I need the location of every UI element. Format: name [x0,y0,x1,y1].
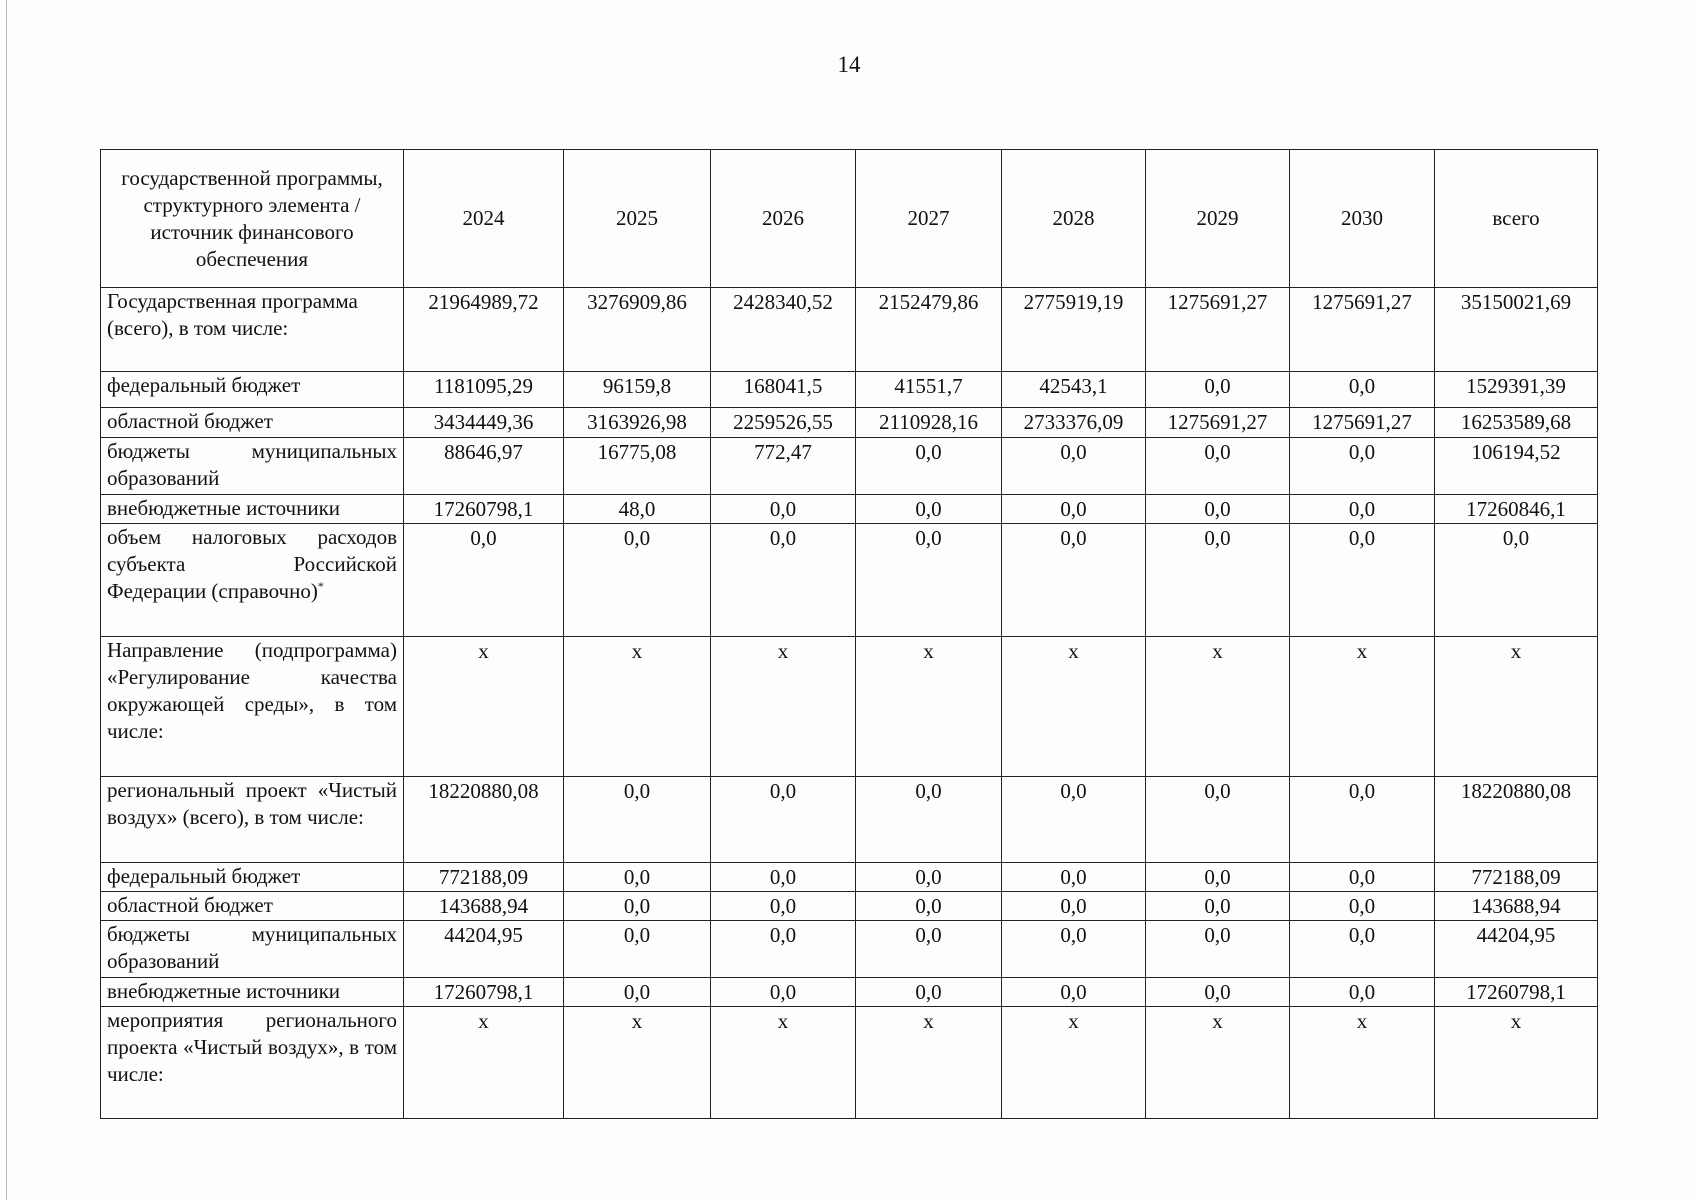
row-label-text: объем налоговых расходов субъекта Российской Федерации (справочно) [107,525,397,603]
row-value-cell: 0,0 [564,777,711,863]
row-value-cell: х [856,637,1002,777]
row-label-cell [101,921,404,978]
row-value-cell: х [404,1007,564,1119]
row-value-cell: 0,0 [1002,892,1146,921]
row-label-text: областной бюджет [107,409,273,433]
row-label-text: областной бюджет [107,893,273,917]
row-label-cell [101,372,404,408]
table-row [101,372,1598,408]
row-value-cell: 1181095,29 [404,372,564,408]
row-label-cell [101,438,404,495]
row-label-text: бюджеты муниципальных образований [107,922,397,973]
row-value-cell: х [1146,637,1290,777]
scan-edge-line [6,0,7,1200]
row-value-cell: 0,0 [1146,777,1290,863]
row-total-cell: 143688,94 [1435,892,1598,921]
table-row [101,637,1598,777]
row-value-cell: х [1002,637,1146,777]
row-total-cell: 44204,95 [1435,921,1598,978]
row-label-text: мероприятия регионального проекта «Чистый воздух», в том числе: [107,1008,397,1086]
table-row [101,921,1598,978]
row-value-cell: 0,0 [1146,921,1290,978]
row-value-cell: 0,0 [564,524,711,637]
row-value-cell: 0,0 [564,892,711,921]
row-label-cell [101,777,404,863]
row-value-cell: 2110928,16 [856,408,1002,438]
row-value-cell: 0,0 [1290,892,1435,921]
row-value-cell: х [564,1007,711,1119]
table-row [101,408,1598,438]
row-value-cell: 88646,97 [404,438,564,495]
page-number: 14 [837,52,861,77]
row-value-cell: 143688,94 [404,892,564,921]
row-value-cell: 2775919,19 [1002,288,1146,372]
row-value-cell: 772188,09 [404,863,564,892]
header-year-cell: 2024 [404,150,564,288]
row-value-cell: 0,0 [1146,524,1290,637]
row-value-cell: 18220880,08 [404,777,564,863]
row-value-cell: 17260798,1 [404,495,564,524]
row-label-text: федеральный бюджет [107,373,301,397]
row-value-cell: х [856,1007,1002,1119]
row-value-cell: 0,0 [856,978,1002,1007]
row-value-cell: 0,0 [1290,524,1435,637]
row-label-cell [101,408,404,438]
row-value-cell: х [711,637,856,777]
row-value-cell: 21964989,72 [404,288,564,372]
row-value-cell: 1275691,27 [1290,288,1435,372]
row-value-cell: 0,0 [564,863,711,892]
row-value-cell: 0,0 [711,863,856,892]
row-value-cell: х [564,637,711,777]
table-row [101,1007,1598,1119]
row-value-cell: 0,0 [711,524,856,637]
row-value-cell: 0,0 [1290,921,1435,978]
row-total-cell: 18220880,08 [1435,777,1598,863]
row-value-cell: 0,0 [1002,524,1146,637]
row-value-cell: х [1002,1007,1146,1119]
row-value-cell: 0,0 [1146,863,1290,892]
header-year-cell: 2025 [564,150,711,288]
row-value-cell: 0,0 [1146,372,1290,408]
row-value-cell: 0,0 [1146,438,1290,495]
row-value-cell: 0,0 [1290,863,1435,892]
row-value-cell: 1275691,27 [1146,288,1290,372]
row-label-text: федеральный бюджет [107,864,301,888]
row-value-cell: 44204,95 [404,921,564,978]
row-value-cell: 0,0 [1002,438,1146,495]
row-label-cell [101,637,404,777]
row-value-cell: 0,0 [564,921,711,978]
row-value-cell: 0,0 [711,495,856,524]
row-value-cell: 0,0 [1146,978,1290,1007]
row-total-cell: 17260798,1 [1435,978,1598,1007]
row-value-cell: 0,0 [1290,372,1435,408]
table-row [101,777,1598,863]
table-row [101,524,1598,637]
row-value-cell: х [404,637,564,777]
row-value-cell: х [711,1007,856,1119]
footnote-marker: * [317,579,324,593]
row-value-cell: 0,0 [1002,978,1146,1007]
row-value-cell: 2152479,86 [856,288,1002,372]
row-value-cell: 41551,7 [856,372,1002,408]
row-value-cell: 772,47 [711,438,856,495]
row-total-cell: 0,0 [1435,524,1598,637]
header-year-cell: 2028 [1002,150,1146,288]
header-year-cell: 2030 [1290,150,1435,288]
row-value-cell: 0,0 [404,524,564,637]
row-label-cell [101,892,404,921]
row-value-cell: 1275691,27 [1290,408,1435,438]
table-body [101,150,1598,1119]
header-year-cell: 2026 [711,150,856,288]
row-value-cell: 17260798,1 [404,978,564,1007]
table-row [101,892,1598,921]
row-value-cell: 96159,8 [564,372,711,408]
row-total-cell: 16253589,68 [1435,408,1598,438]
row-value-cell: 2733376,09 [1002,408,1146,438]
row-value-cell: 0,0 [856,495,1002,524]
row-label-text: Направление (подпрограмма) «Регулирование качества окружающей среды», в том числе: [107,638,397,743]
row-value-cell: 3163926,98 [564,408,711,438]
table-row [101,288,1598,372]
row-value-cell: 0,0 [856,524,1002,637]
row-total-cell: х [1435,1007,1598,1119]
row-label-cell [101,288,404,372]
header-year-cell: 2027 [856,150,1002,288]
row-total-cell: 17260846,1 [1435,495,1598,524]
row-value-cell: х [1290,1007,1435,1119]
table-row [101,438,1598,495]
table-row [101,863,1598,892]
row-value-cell: 0,0 [1290,978,1435,1007]
row-label-text: внебюджетные источники [107,979,341,1003]
row-value-cell: 2428340,52 [711,288,856,372]
row-label-text: бюджеты муниципальных образований [107,439,397,490]
row-value-cell: 0,0 [1002,777,1146,863]
row-value-cell: х [1146,1007,1290,1119]
row-value-cell: 0,0 [1002,921,1146,978]
row-value-cell: 0,0 [1290,438,1435,495]
row-label-cell [101,1007,404,1119]
row-value-cell: 0,0 [711,921,856,978]
row-label-cell [101,978,404,1007]
row-value-cell: 0,0 [856,921,1002,978]
row-value-cell: 0,0 [711,892,856,921]
row-total-cell: 1529391,39 [1435,372,1598,408]
row-label-text: внебюджетные источники [107,496,341,520]
row-value-cell: 0,0 [711,777,856,863]
row-value-cell: 168041,5 [711,372,856,408]
table-row [101,978,1598,1007]
row-value-cell: 0,0 [856,863,1002,892]
row-value-cell: 0,0 [711,978,856,1007]
row-total-cell: 106194,52 [1435,438,1598,495]
header-year-cell: 2029 [1146,150,1290,288]
row-label-cell [101,863,404,892]
row-value-cell: 0,0 [1290,777,1435,863]
row-value-cell: 0,0 [856,438,1002,495]
row-value-cell: 3434449,36 [404,408,564,438]
row-label-cell [101,524,404,637]
row-label-text: региональный проект «Чистый воздух» (всего), в том числе: [107,778,397,829]
row-value-cell: 0,0 [1002,495,1146,524]
row-label-cell [101,495,404,524]
row-value-cell: 16775,08 [564,438,711,495]
header-total-cell: всего [1435,150,1598,288]
financing-table [100,149,1598,1119]
row-value-cell: 2259526,55 [711,408,856,438]
row-value-cell: 0,0 [1146,495,1290,524]
row-value-cell: 0,0 [1146,892,1290,921]
row-value-cell: х [1290,637,1435,777]
row-value-cell: 0,0 [1002,863,1146,892]
table-row [101,495,1598,524]
row-value-cell: 48,0 [564,495,711,524]
row-value-cell: 0,0 [1290,495,1435,524]
table-header-row [101,150,1598,288]
row-value-cell: 1275691,27 [1146,408,1290,438]
row-total-cell: 35150021,69 [1435,288,1598,372]
row-total-cell: 772188,09 [1435,863,1598,892]
row-value-cell: 3276909,86 [564,288,711,372]
header-label-cell: государственной программы, структурного элемента / источник финансового обеспечения [101,150,404,288]
row-value-cell: 0,0 [856,892,1002,921]
row-value-cell: 42543,1 [1002,372,1146,408]
row-label-text: Государственная программа (всего), в том числе: [107,289,358,340]
row-total-cell: х [1435,637,1598,777]
row-value-cell: 0,0 [856,777,1002,863]
row-value-cell: 0,0 [564,978,711,1007]
